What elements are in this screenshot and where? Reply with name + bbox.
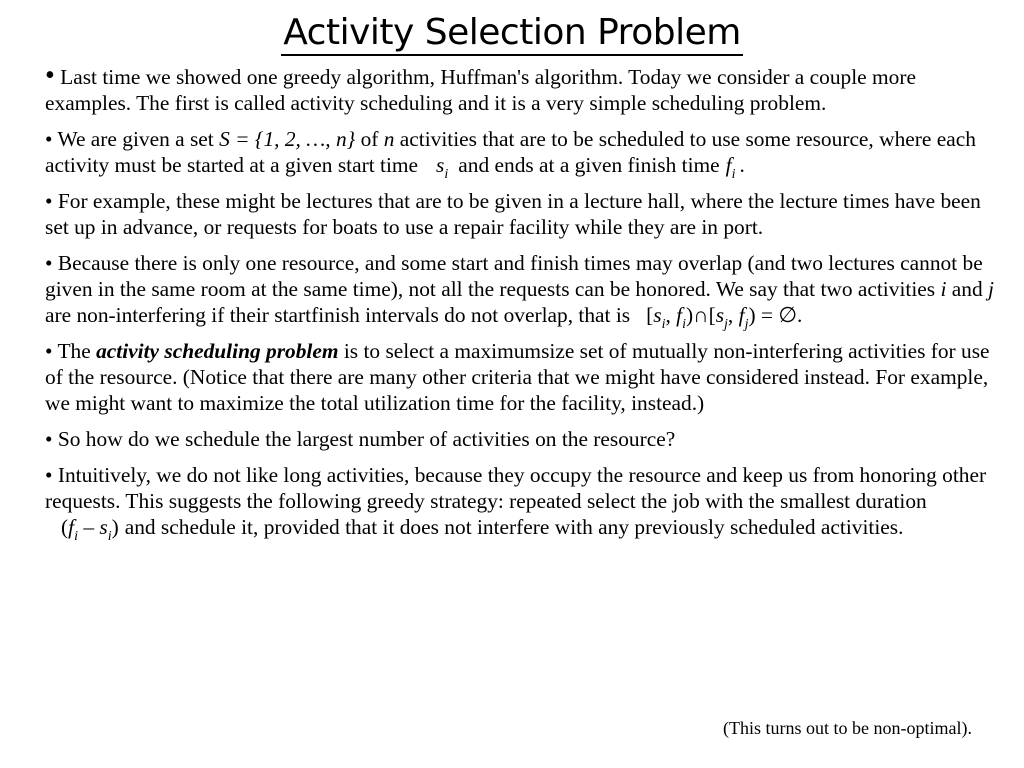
slide-title-text: Activity Selection Problem [281,12,743,56]
bullet: • [45,463,53,487]
intersection-formula: [$s_i$, $f_i)\cap[s_j$, $f_j$) = ∅. [646,303,803,332]
duration-formula: $(f_i - s_i)$ [61,515,119,544]
text-segment: We are given a set [57,127,220,151]
finish-time-formula [725,152,736,182]
text-segment: and schedule it, provided that it does not interfere with any previously scheduled activities. [124,515,904,539]
paragraph-problem-statement [45,338,1005,416]
footnote: (This turns out to be non-optimal). [723,718,972,738]
paragraph-text: Last time we showed one greedy algorithm, Huffman's algorithm. Today we consider a couple more examples. The first is called activity scheduling and it is a very simple scheduling problem. [45,65,916,115]
slide-body [45,60,1005,550]
bullet: • [45,189,53,213]
subscript-i: i [731,167,736,182]
text-segment: The [57,339,97,363]
variable-n: n [383,127,395,151]
emphasized-term: activity scheduling problem [96,339,339,363]
paragraph-example [45,188,1005,240]
set-notation: S = {1, 2, …, n} [219,127,356,151]
variable-i: i [940,277,947,301]
intersection-symbol: ∩ [693,303,709,327]
empty-set-symbol: ∅ [778,303,797,327]
text-segment: and [946,277,988,301]
subscript-i: i [444,167,449,182]
text-segment: is to select a maximumsize set of mutually non-interfering activities for use of the resource. (Notice that there are many other criteria that we might have considered instead. For example, we might want to maximize the total utilization time for the facility, instead.) [45,339,990,415]
slide-title [0,10,1024,56]
text-segment: Because there is only one resource, and some start and finish times may overlap (and two lectures cannot be given in the same room at the same time), not all the requests can be honored. We say that two activities [45,251,983,301]
text-segment: and ends at a given finish time [458,153,720,177]
paragraph-non-interfering [45,250,1005,332]
bullet: • [45,251,53,275]
bullet: • [45,427,53,451]
text-segment: activities that are to be scheduled to use some resource, where each activity must be started at a given start time [45,127,976,177]
bullet: • [45,127,53,151]
variable-j: j [988,277,994,301]
paragraph-definition [45,126,1005,182]
paragraph-huffman [45,60,1005,116]
symbol-f: f [725,153,732,177]
bullet: • [45,339,53,363]
paragraph-question [45,426,1005,452]
symbol-s: s [436,153,445,177]
text-segment: are non-interfering if their startfinish intervals do not overlap, that is [45,303,631,327]
text-segment: Intuitively, we do not like long activities, because they occupy the resource and keep us from honoring other requests. This suggests the following greedy strategy: repeated select the job with the smallest duration [45,463,987,513]
paragraph-text: For example, these might be lectures that are to be given in a lecture hall, where the lecture times have been set up in advance, or requests for boats to use a repair facility while they are in port. [45,189,981,239]
paragraph-greedy-strategy [45,462,1005,544]
text-segment: . [739,153,745,177]
bullet: • [45,60,55,91]
paragraph-text: So how do we schedule the largest number of activities on the resource? [57,427,676,451]
text-segment: of [355,127,384,151]
start-time-formula [436,152,449,182]
